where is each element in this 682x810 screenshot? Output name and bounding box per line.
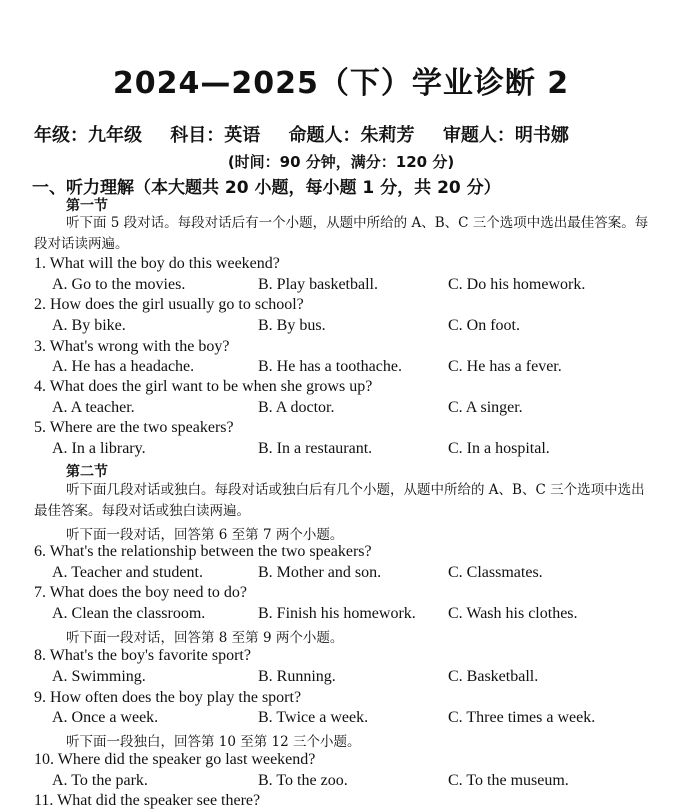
q2-option-c: C. On foot.: [448, 317, 520, 334]
q1-option-c: C. Do his homework.: [448, 276, 586, 293]
q4-option-b: B. A doctor.: [258, 399, 335, 416]
question-6: 6. What's the relationship between the two speakers?: [34, 543, 372, 560]
q5-option-a: A. In a library.: [52, 440, 146, 457]
q4-option-a: A. A teacher.: [52, 399, 135, 416]
q6-option-c: C. Classmates.: [448, 564, 543, 581]
question-8: 8. What's the boy's favorite sport?: [34, 647, 251, 664]
part1-label: 第一节: [66, 198, 108, 214]
q9-option-c: C. Three times a week.: [448, 709, 596, 726]
q10-option-b: B. To the zoo.: [258, 772, 348, 789]
exam-title: 2024—2025（下）学业诊断 2: [112, 66, 570, 101]
question-4: 4. What does the girl want to be when she grows up?: [34, 378, 373, 395]
q5-option-b: B. In a restaurant.: [258, 440, 373, 457]
time-score-note: (时间：90 分钟，满分：120 分): [227, 153, 455, 171]
q8-option-c: C. Basketball.: [448, 668, 539, 685]
hint-q6-7: 听下面一段对话，回答第 6 至第 7 两个小题。: [66, 527, 344, 543]
subject-label: 科目：英语: [170, 125, 261, 146]
q9-option-b: B. Twice a week.: [258, 709, 369, 726]
q9-option-a: A. Once a week.: [52, 709, 159, 726]
question-10: 10. Where did the speaker go last weekend?: [34, 751, 316, 768]
q10-option-a: A. To the park.: [52, 772, 148, 789]
q10-option-c: C. To the museum.: [448, 772, 569, 789]
question-7: 7. What does the boy need to do?: [34, 584, 247, 601]
q8-option-a: A. Swimming.: [52, 668, 146, 685]
question-2: 2. How does the girl usually go to school?: [34, 296, 304, 313]
setter-label: 命题人：朱莉芳: [288, 125, 415, 146]
hint-q8-9: 听下面一段对话，回答第 8 至第 9 两个小题。: [66, 630, 344, 646]
part1-instruction: 听下面 5 段对话。每段对话后有一个小题，从题中所给的 A、B、C 三个选项中选出最佳答案。每段对话读两遍。: [34, 215, 649, 252]
q3-option-c: C. He has a fever.: [448, 358, 562, 375]
question-9: 9. How often does the boy play the sport?: [34, 689, 302, 706]
section-heading: 一、听力理解（本大题共 20 小题，每小题 1 分，共 20 分）: [32, 178, 501, 198]
q7-option-a: A. Clean the classroom.: [52, 605, 206, 622]
reviewer-label: 审题人：明书娜: [442, 125, 569, 146]
q4-option-c: C. A singer.: [448, 399, 523, 416]
part2-label: 第二节: [66, 464, 108, 480]
q3-option-b: B. He has a toothache.: [258, 358, 402, 375]
question-11: 11. What did the speaker see there?: [34, 792, 261, 809]
part2-instruction: 听下面几段对话或独白。每段对话或独白后有几个小题，从题中所给的 A、B、C 三个选项中选出最佳答案。每段对话或独白读两遍。: [34, 482, 645, 519]
exam-meta-line: [34, 121, 674, 147]
q7-option-b: B. Finish his homework.: [258, 605, 416, 622]
hint-q10-12: 听下面一段独白，回答第 10 至第 12 三个小题。: [66, 734, 361, 750]
q2-option-a: A. By bike.: [52, 317, 126, 334]
q8-option-b: B. Running.: [258, 668, 336, 685]
q2-option-b: B. By bus.: [258, 317, 326, 334]
q1-option-a: A. Go to the movies.: [52, 276, 186, 293]
q3-option-a: A. He has a headache.: [52, 358, 195, 375]
q5-option-c: C. In a hospital.: [448, 440, 550, 457]
q1-option-b: B. Play basketball.: [258, 276, 378, 293]
q6-option-b: B. Mother and son.: [258, 564, 382, 581]
q7-option-c: C. Wash his clothes.: [448, 605, 578, 622]
q6-option-a: A. Teacher and student.: [52, 564, 203, 581]
question-1: 1. What will the boy do this weekend?: [34, 255, 280, 272]
grade-label: 年级：九年级: [34, 125, 142, 146]
question-3: 3. What's wrong with the boy?: [34, 338, 230, 355]
question-5: 5. Where are the two speakers?: [34, 419, 234, 436]
